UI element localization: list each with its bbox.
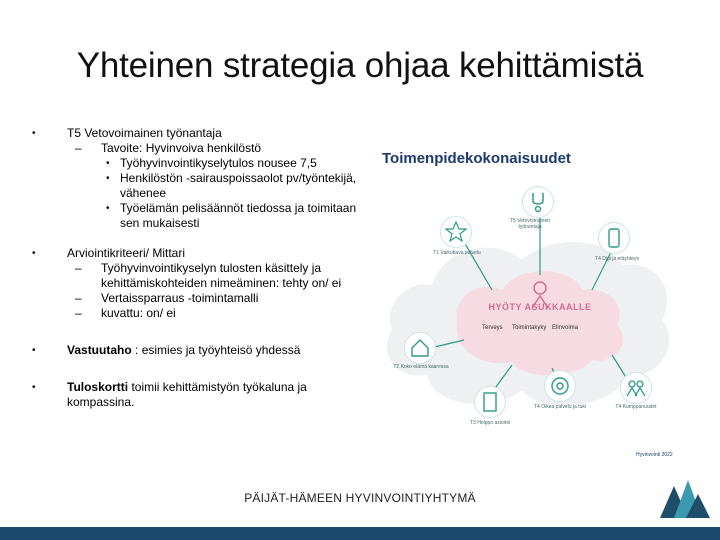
goal-item-text: Työhyvinvointikyselytulos nousee 7,5 [120,156,317,170]
criteria-item [67,291,360,306]
people-icon [620,372,652,404]
criteria-item [67,261,360,291]
sub-bullet-goal [67,141,360,231]
slide-title: Yhteinen strategia ohjaa kehittämistä [76,46,644,85]
item-marker: • [106,203,110,214]
node-label: T4 Digi ja etäyhteys [595,256,639,262]
stethoscope-icon [522,186,554,218]
bullet-heading: Arviointikriteeri/ Mittari [67,246,186,260]
bullet-list [30,126,360,410]
bullet-marker: • [32,128,36,139]
node-label: T1 Vaikuttava palvelu [433,250,481,256]
bullet-scorecard [30,380,360,410]
goal-item [101,201,360,231]
goal-item-text: Työelämän pelisäännöt tiedossa ja toimitaan sen mukaisesti [120,201,357,230]
building-icon [474,386,506,418]
responsible-text: : esimies ja työyhteisö yhdessä [131,343,301,357]
bottom-bar [0,527,720,540]
phone-icon [598,222,630,254]
node-label: T2 Koko elämä kaaressa [393,364,449,370]
organization-name: PÄIJÄT-HÄMEEN HYVINVOINTIYHTYMÄ [244,491,476,505]
action-areas-figure [372,140,692,460]
dash-marker: – [75,261,82,275]
goal-item [101,156,360,171]
criteria-text: Vertaissparraus -toimintamalli [101,291,259,305]
goal-text: Tavoite: Hyvinvoiva henkilöstö [101,141,262,155]
bullet-marker: • [32,345,36,356]
goal-item [101,171,360,201]
center-label: HYÖTY ASUKKAALLE [488,302,592,312]
center-word: Elinvoima [552,325,579,331]
center-word: Toimintakyky [512,325,547,331]
figure-credit: Hyvinvointi 2022 [636,452,673,458]
scorecard-label: Tuloskortti [67,380,129,394]
star-icon [440,216,472,248]
node-label: T4 Kumppanuudet [615,404,657,410]
criteria-text: Työhyvinvointikyselyn tulosten käsittely ja kehittämiskohteiden nimeäminen: tehty on/ ei [101,261,342,290]
item-marker: • [106,173,110,184]
house-icon [404,332,436,364]
center-word: Terveys [482,325,503,331]
scorecard-text: toimii kehittämistyön työkaluna ja kompassina. [67,380,307,409]
criteria-text: kuvattu: on/ ei [101,306,176,320]
bullet-criteria [30,246,360,321]
bullet-heading: T5 Vetovoimainen työnantaja [67,126,222,140]
bullet-marker: • [32,248,36,259]
bullet-responsible [30,343,360,358]
node-label: T5 Vetovoimainen työnantaja [509,218,551,230]
bullet-marker: • [32,382,36,393]
criteria-item [67,306,360,321]
bullet-t5 [30,126,360,231]
figure-title: Toimenpidekokonaisuudet [382,150,571,167]
node-label: T3 Helppo asiointi [469,420,511,426]
dash-marker: – [75,291,82,305]
item-marker: • [106,158,110,169]
target-icon [544,370,576,402]
node-label: T4 Oikea palvelu ja tuki [534,404,586,410]
responsible-label: Vastuutaho [67,343,132,357]
dash-marker: – [75,141,82,155]
dash-marker: – [75,306,82,320]
goal-item-text: Henkilöstön -sairauspoissaolot pv/työntekijä, vähenee [120,171,357,200]
organization-logo [660,478,710,520]
